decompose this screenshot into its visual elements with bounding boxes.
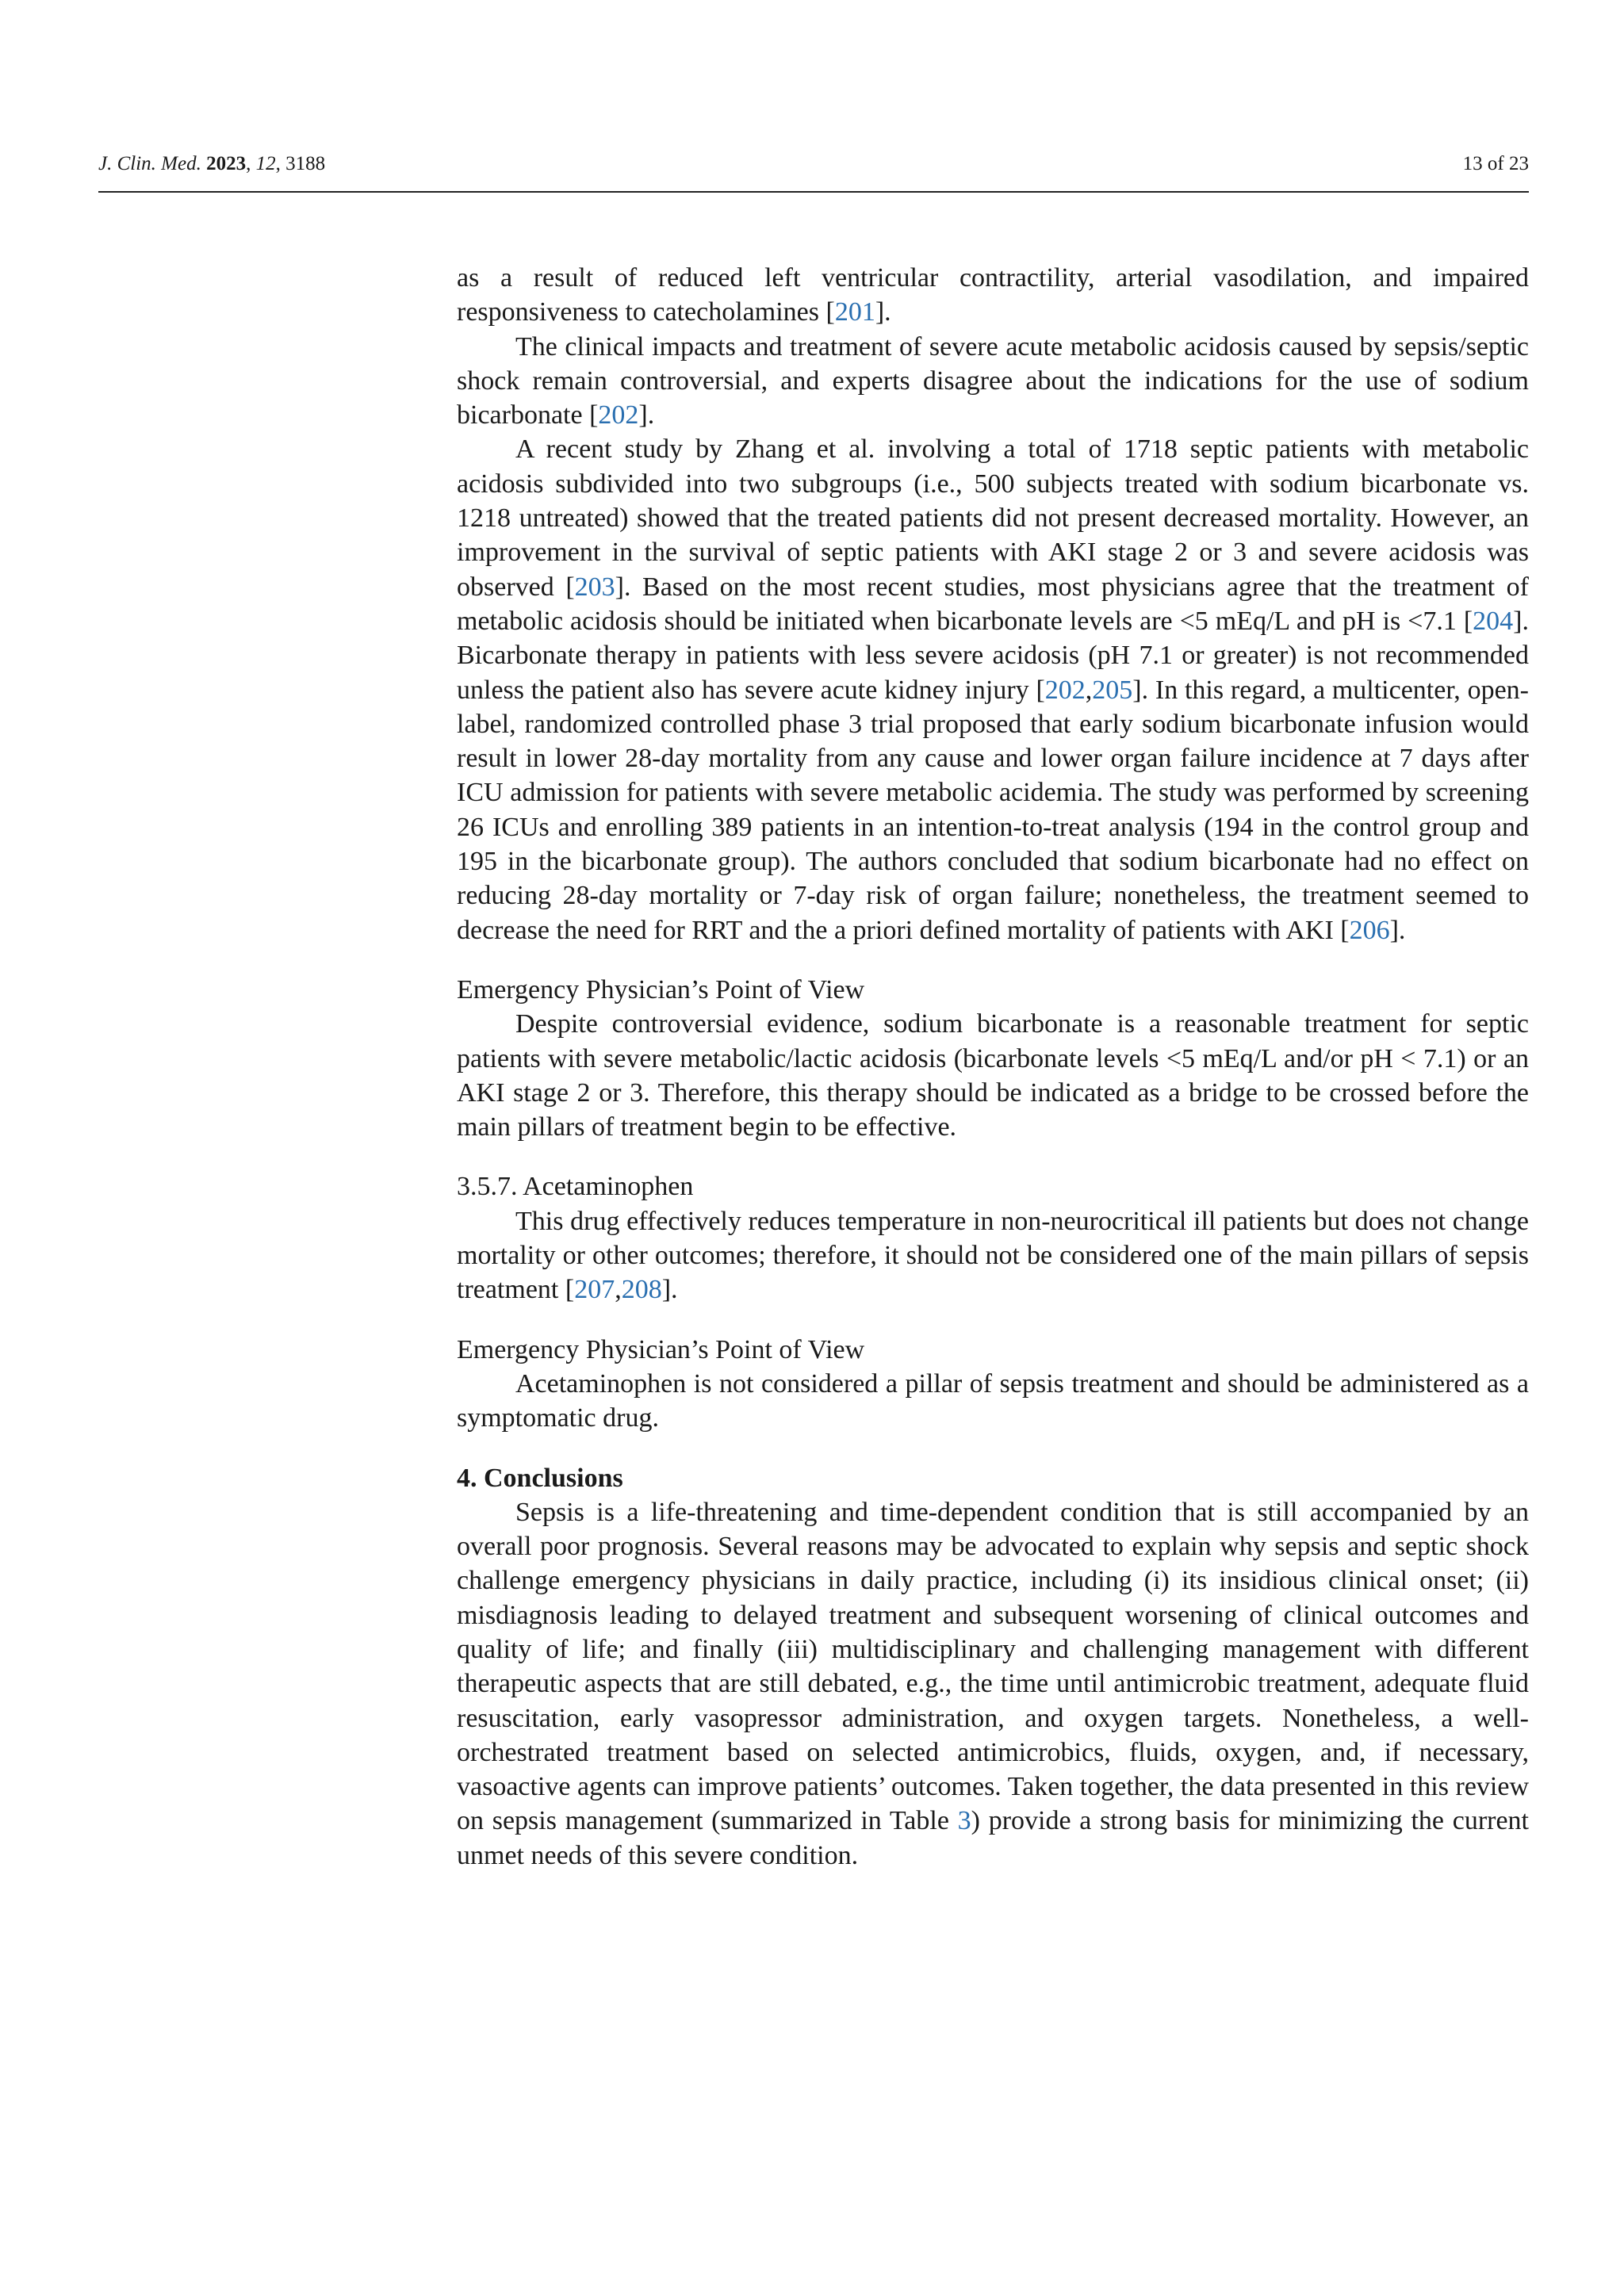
citation-link[interactable]: 208 <box>621 1275 662 1305</box>
citation-link[interactable]: 203 <box>574 572 615 602</box>
citation-link[interactable]: 3 <box>957 1806 971 1836</box>
paragraph-bicarbonate-view: Despite controversial evidence, sodium bicarbonate is a reasonable treatment for septic patients with severe metabolic/lactic acidosis (bicarbonate levels <5 mEq/L and/or pH < 7.1) or an AKI stage 2 or 3. Therefore, this therapy should be indicated as a bridge to be crossed before the main pillars of treatment begin to be effective. <box>457 1009 1529 1142</box>
subheading-physician-view-2: Emergency Physician’s Point of View <box>457 1334 865 1364</box>
paragraph-acetaminophen: This drug effectively reduces temperature in non-neurocritical ill patients but does not change mortality or other outcomes; therefore, it should not be considered one of the main pillars of sepsis treatment [207,208]. <box>457 1206 1529 1305</box>
subheading-physician-view: Emergency Physician’s Point of View <box>457 974 865 1004</box>
citation-link[interactable]: 207 <box>574 1275 615 1305</box>
paragraph-acetaminophen-view: Acetaminophen is not considered a pillar of sepsis treatment and should be administered as a symptomatic drug. <box>457 1368 1529 1433</box>
section-title-conclusions: 4. Conclusions <box>457 1463 623 1493</box>
journal-year: 2023 <box>206 153 247 174</box>
paragraph-continuation: as a result of reduced left ventricular contractility, arterial vasodilation, and impaired responsiveness to catecholamines [201]. <box>457 263 1529 327</box>
journal-volume: 12 <box>255 153 276 174</box>
citation-link[interactable]: 206 <box>1349 915 1390 945</box>
page-number: 13 of 23 <box>1462 153 1529 174</box>
article-body <box>457 261 1529 1873</box>
subheading-acetaminophen: 3.5.7. Acetaminophen <box>457 1172 694 1202</box>
journal-name: J. Clin. Med. <box>98 153 201 174</box>
article-number: 3188 <box>285 153 326 174</box>
paragraph-zhang-study: A recent study by Zhang et al. involving a total of 1718 septic patients with metabolic acidosis subdivided into two subgroups (i.e., 500 subjects treated with sodium bicarbonate vs. 1218 untreated) showed that the treated patients did not present decreased mortality. However, an improvement in the survival of septic patients with AKI stage 2 or 3 and severe acidosis was observed [203]. Based on the most recent studies, most physicians agree that the treatment of metabolic acidosis should be initiated when bicarbonate levels are <5 mEq/L and pH is <7.1 [204]. Bicarbonate therapy in patients with less severe acidosis (pH 7.1 or greater) is not recommended unless the patient also has severe acute kidney injury [202,205]. In this regard, a multicenter, open-label, randomized controlled phase 3 trial proposed that early sodium bicarbonate infusion would result in lower 28-day mortality from any cause and lower organ failure incidence at 7 days after ICU admission for patients with severe metabolic acidemia. The study was performed by screening 26 ICUs and enrolling 389 patients in an intention-to-treat analysis (194 in the control group and 195 in the bicarbonate group). The authors concluded that sodium bicarbonate had no effect on reducing 28-day mortality or 7-day risk of organ failure; nonetheless, the treatment seemed to decrease the need for RRT and the a priori defined mortality of patients with AKI [206]. <box>457 434 1529 945</box>
citation-link[interactable]: 201 <box>834 297 875 327</box>
paragraph-metabolic-acidosis: The clinical impacts and treatment of severe acute metabolic acidosis caused by sepsis/septic shock remain controversial, and experts disagree about the indications for the use of sodium bicarbonate [202]. <box>457 331 1529 430</box>
citation-link[interactable]: 202 <box>1044 675 1086 705</box>
running-header: J. Clin. Med. 2023, 12, 3188 13 of 23 <box>98 151 1529 178</box>
citation-link[interactable]: 202 <box>598 400 639 430</box>
header-rule <box>98 191 1529 193</box>
paragraph-conclusions: Sepsis is a life-threatening and time-dependent condition that is still accompanied by an overall poor prognosis. Several reasons may be advocated to explain why sepsis and septic shock challenge emergency physicians in daily practice, including (i) its insidious clinical onset; (ii) misdiagnosis leading to delayed treatment and subsequent worsening of clinical outcomes and quality of life; and finally (iii) multidisciplinary and challenging management with different therapeutic aspects that are still debated, e.g., the time until antimicrobic treatment, adequate fluid resuscitation, early vasopressor administration, and oxygen targets. Nonetheless, a well-orchestrated treatment based on selected antimicrobics, fluids, oxygen, and, if necessary, vasoactive agents can improve patients’ outcomes. Taken together, the data presented in this review on sepsis management (summarized in Table 3) provide a strong basis for minimizing the current unmet needs of this severe condition. <box>457 1497 1529 1870</box>
citation-link[interactable]: 205 <box>1092 675 1133 705</box>
citation-link[interactable]: 204 <box>1473 606 1514 636</box>
